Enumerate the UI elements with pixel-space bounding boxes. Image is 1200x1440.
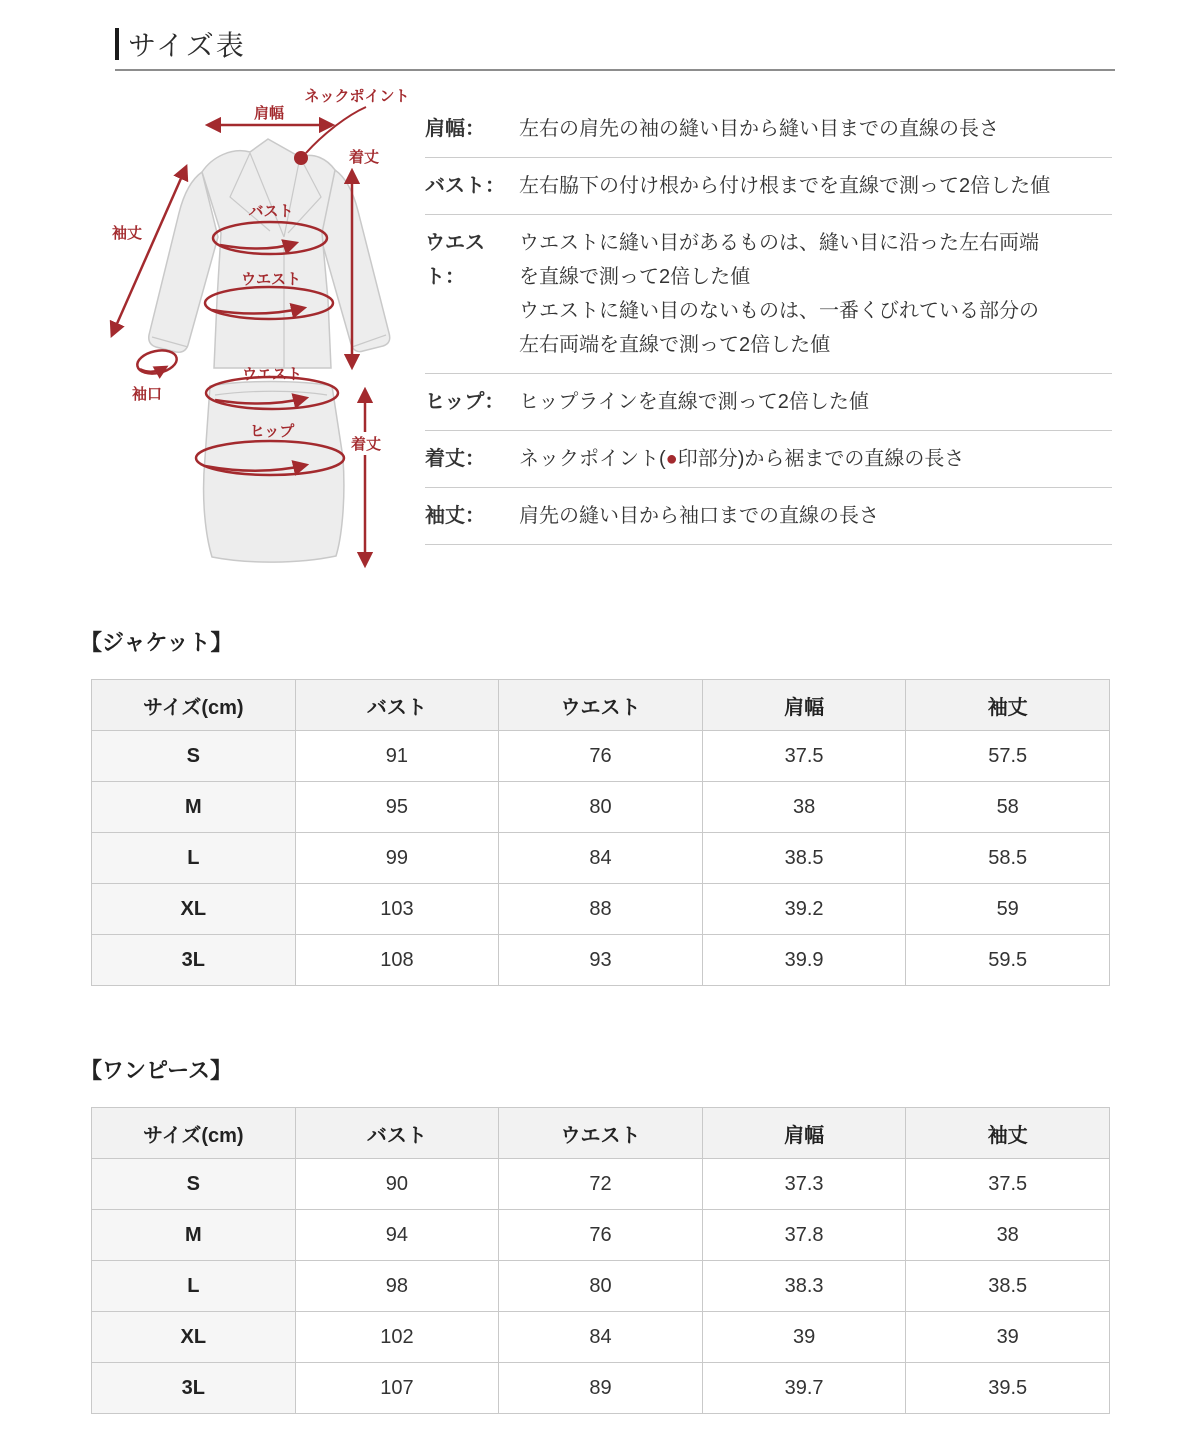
hip-label: ヒップ	[249, 423, 295, 440]
column-header: ウエスト	[499, 680, 703, 731]
measurement-cell: 39.5	[906, 1363, 1110, 1414]
measurement-cell: 38.3	[702, 1261, 906, 1312]
size-label-cell: 3L	[92, 1363, 296, 1414]
column-header: 袖丈	[906, 1108, 1110, 1159]
measurement-cell: 38	[702, 782, 906, 833]
definition-row	[425, 158, 1112, 215]
column-header: サイズ(cm)	[92, 680, 296, 731]
definition-text: ネックポイント(●印部分)から裾までの直線の長さ	[519, 448, 965, 470]
measurement-cell: 37.8	[702, 1210, 906, 1261]
size-row	[92, 833, 1110, 884]
shoulder-width-label: 肩幅	[253, 105, 285, 122]
measurement-cell: 38	[906, 1210, 1110, 1261]
size-label-cell: S	[92, 731, 296, 782]
jacket-size-section	[80, 626, 1112, 986]
header-divider	[115, 69, 1115, 71]
definition-row	[425, 215, 1112, 374]
measurement-cell: 39.2	[702, 884, 906, 935]
definition-text: ヒップラインを直線で測って2倍した値	[519, 391, 869, 413]
measurement-cell: 37.5	[906, 1159, 1110, 1210]
definition-term: ヒップ：	[425, 391, 505, 413]
definition-text: 肩先の縫い目から袖口までの直線の長さ	[519, 505, 879, 527]
measurement-cell: 76	[499, 731, 703, 782]
size-row	[92, 935, 1110, 986]
onepiece-size-section	[80, 1054, 1112, 1414]
measurement-cell: 38.5	[702, 833, 906, 884]
bust-label: バスト	[248, 203, 294, 220]
measurement-cell: 58.5	[906, 833, 1110, 884]
size-row	[92, 884, 1110, 935]
size-row	[92, 731, 1110, 782]
measurement-cell: 98	[295, 1261, 499, 1312]
measurement-cell: 89	[499, 1363, 703, 1414]
measurement-cell: 39.7	[702, 1363, 906, 1414]
measurement-cell: 90	[295, 1159, 499, 1210]
definition-term: 袖丈：	[425, 505, 485, 527]
neck-point-pointer-line	[306, 107, 366, 153]
jacket-right-sleeve	[320, 170, 390, 352]
measurement-cell: 39.9	[702, 935, 906, 986]
column-header: サイズ(cm)	[92, 1108, 296, 1159]
size-row	[92, 1312, 1110, 1363]
measurement-cell: 91	[295, 731, 499, 782]
page-title: サイズ表	[128, 30, 246, 61]
column-header: 袖丈	[906, 680, 1110, 731]
definition-row	[425, 374, 1112, 431]
measurement-cell: 76	[499, 1210, 703, 1261]
measurement-cell: 93	[499, 935, 703, 986]
measurement-cell: 37.3	[702, 1159, 906, 1210]
definition-term: 着丈：	[425, 448, 485, 470]
garment-diagram-svg	[100, 85, 430, 585]
column-header: バスト	[295, 680, 499, 731]
measurement-cell: 102	[295, 1312, 499, 1363]
size-row	[92, 782, 1110, 833]
sleeve-length-label: 袖丈	[111, 225, 143, 242]
size-label-cell: L	[92, 1261, 296, 1312]
measurement-diagram	[100, 85, 430, 590]
column-header: 肩幅	[702, 1108, 906, 1159]
measurement-cell: 39	[906, 1312, 1110, 1363]
measurement-cell: 58	[906, 782, 1110, 833]
page-header	[115, 24, 246, 64]
definition-term: 肩幅：	[425, 118, 485, 140]
size-label-cell: M	[92, 782, 296, 833]
measurement-cell: 38.5	[906, 1261, 1110, 1312]
definition-row	[425, 431, 1112, 488]
jacket-size-table	[91, 679, 1110, 986]
size-row	[92, 1210, 1110, 1261]
measurement-cell: 39	[702, 1312, 906, 1363]
definition-text: ウエストに縫い目があるものは、縫い目に沿った左右両端 を直線で測って2倍した値 ウエストに縫い目のないものは、一番くびれている部分の 左右両端を直線で測って2倍した値	[519, 232, 1039, 356]
measurement-cell: 59	[906, 884, 1110, 935]
measurement-definitions	[425, 101, 1112, 545]
definition-text: 左右脇下の付け根から付け根までを直線で測って2倍した値	[519, 175, 1051, 197]
onepiece-size-table	[91, 1107, 1110, 1414]
measurement-cell: 95	[295, 782, 499, 833]
definition-term: ウエスト：	[425, 232, 485, 288]
neck-point-dot-inline: ●	[665, 448, 678, 470]
size-label-cell: S	[92, 1159, 296, 1210]
header-row	[92, 1108, 1110, 1159]
definition-row	[425, 488, 1112, 545]
jacket-waist-label: ウエスト	[240, 271, 302, 288]
column-header: バスト	[295, 1108, 499, 1159]
measurement-cell: 57.5	[906, 731, 1110, 782]
measurement-cell: 84	[499, 1312, 703, 1363]
measurement-cell: 94	[295, 1210, 499, 1261]
neck-point-label: ネックポイント	[304, 88, 410, 105]
size-label-cell: 3L	[92, 935, 296, 986]
measurement-cell: 80	[499, 782, 703, 833]
definition-term: バスト：	[425, 175, 505, 197]
size-label-cell: L	[92, 833, 296, 884]
size-row	[92, 1159, 1110, 1210]
definition-row	[425, 101, 1112, 158]
jacket-left-sleeve	[149, 172, 218, 352]
measurement-cell: 84	[499, 833, 703, 884]
jacket-length-label: 着丈	[348, 149, 380, 166]
measurement-cell: 99	[295, 833, 499, 884]
neck-point-dot	[294, 151, 308, 165]
size-label-cell: XL	[92, 1312, 296, 1363]
size-label-cell: M	[92, 1210, 296, 1261]
title-accent-bar	[115, 28, 119, 60]
onepiece-section-title: 【ワンピース】	[80, 1058, 233, 1083]
size-row	[92, 1363, 1110, 1414]
cuff-label: 袖口	[131, 386, 163, 403]
measurement-cell: 37.5	[702, 731, 906, 782]
definition-text: 左右の肩先の袖の縫い目から縫い目までの直線の長さ	[519, 118, 999, 140]
skirt-length-label: 着丈	[350, 436, 382, 453]
measurement-cell: 88	[499, 884, 703, 935]
header-row	[92, 680, 1110, 731]
size-row	[92, 1261, 1110, 1312]
measurement-cell: 103	[295, 884, 499, 935]
measurement-cell: 108	[295, 935, 499, 986]
jacket-section-title: 【ジャケット】	[80, 630, 233, 655]
skirt-waist-label: ウエスト	[241, 366, 303, 383]
column-header: 肩幅	[702, 680, 906, 731]
column-header: ウエスト	[499, 1108, 703, 1159]
cuff-ellipse	[135, 347, 179, 377]
size-label-cell: XL	[92, 884, 296, 935]
measurement-cell: 107	[295, 1363, 499, 1414]
measurement-cell: 80	[499, 1261, 703, 1312]
measurement-cell: 59.5	[906, 935, 1110, 986]
measurement-cell: 72	[499, 1159, 703, 1210]
